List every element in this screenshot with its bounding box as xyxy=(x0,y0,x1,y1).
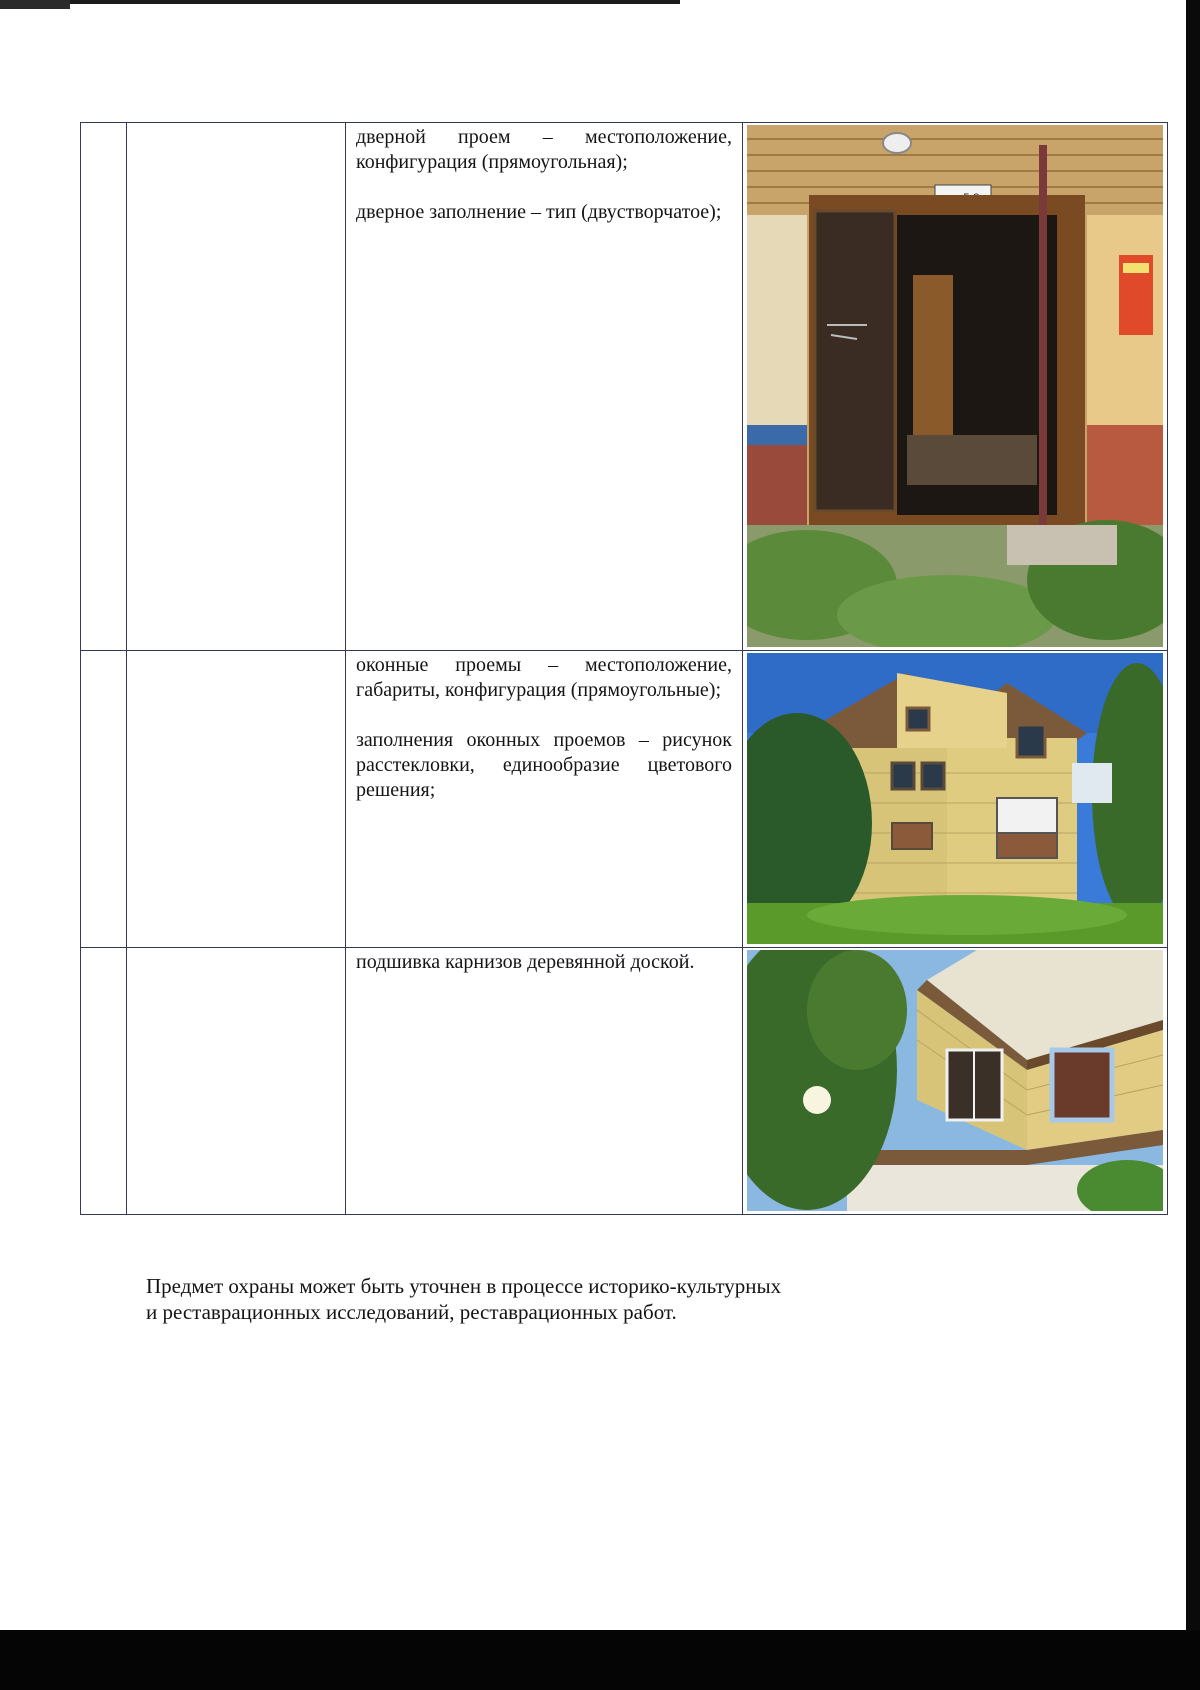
row-name-cell xyxy=(127,948,346,1215)
table-row xyxy=(81,123,1168,651)
protection-subject-table xyxy=(80,122,1168,1215)
scan-bottom-band xyxy=(0,1630,1200,1690)
scan-right-edge xyxy=(1186,0,1200,1630)
row-name-cell xyxy=(127,123,346,651)
door-photo xyxy=(747,125,1163,647)
table-row xyxy=(81,651,1168,948)
description-paragraph: заполнения оконных проемов – рисунок расстекловки, единообразие цветового решения; xyxy=(356,729,732,801)
row-number-cell xyxy=(81,123,127,651)
note-line-2: и реставрационных исследований, реставрационных работ. xyxy=(146,1300,677,1324)
description-cell xyxy=(346,948,743,1215)
scan-top-mark xyxy=(0,0,70,9)
description-paragraph: оконные проемы – местоположение, габариты, конфигурация (прямоугольные); xyxy=(356,654,732,701)
photo-cell xyxy=(743,651,1168,948)
description-paragraph: дверное заполнение – тип (двустворчатое); xyxy=(356,201,722,223)
row-number-cell xyxy=(81,948,127,1215)
cornice-photo xyxy=(747,950,1163,1211)
description-cell xyxy=(346,123,743,651)
photo-cell xyxy=(743,123,1168,651)
row-number-cell xyxy=(81,651,127,948)
description-cell xyxy=(346,651,743,948)
description-paragraph: подшивка карнизов деревянной доской. xyxy=(356,951,695,973)
note-line-1: Предмет охраны может быть уточнен в процессе историко-культурных xyxy=(146,1274,782,1298)
description-paragraph: дверной проем – местоположение, конфигурация (прямоугольная); xyxy=(356,126,732,173)
row-name-cell xyxy=(127,651,346,948)
protection-note xyxy=(146,1273,1046,1325)
house-facade-photo xyxy=(747,653,1163,944)
scan-top-border xyxy=(0,0,680,4)
photo-cell xyxy=(743,948,1168,1215)
table-row xyxy=(81,948,1168,1215)
